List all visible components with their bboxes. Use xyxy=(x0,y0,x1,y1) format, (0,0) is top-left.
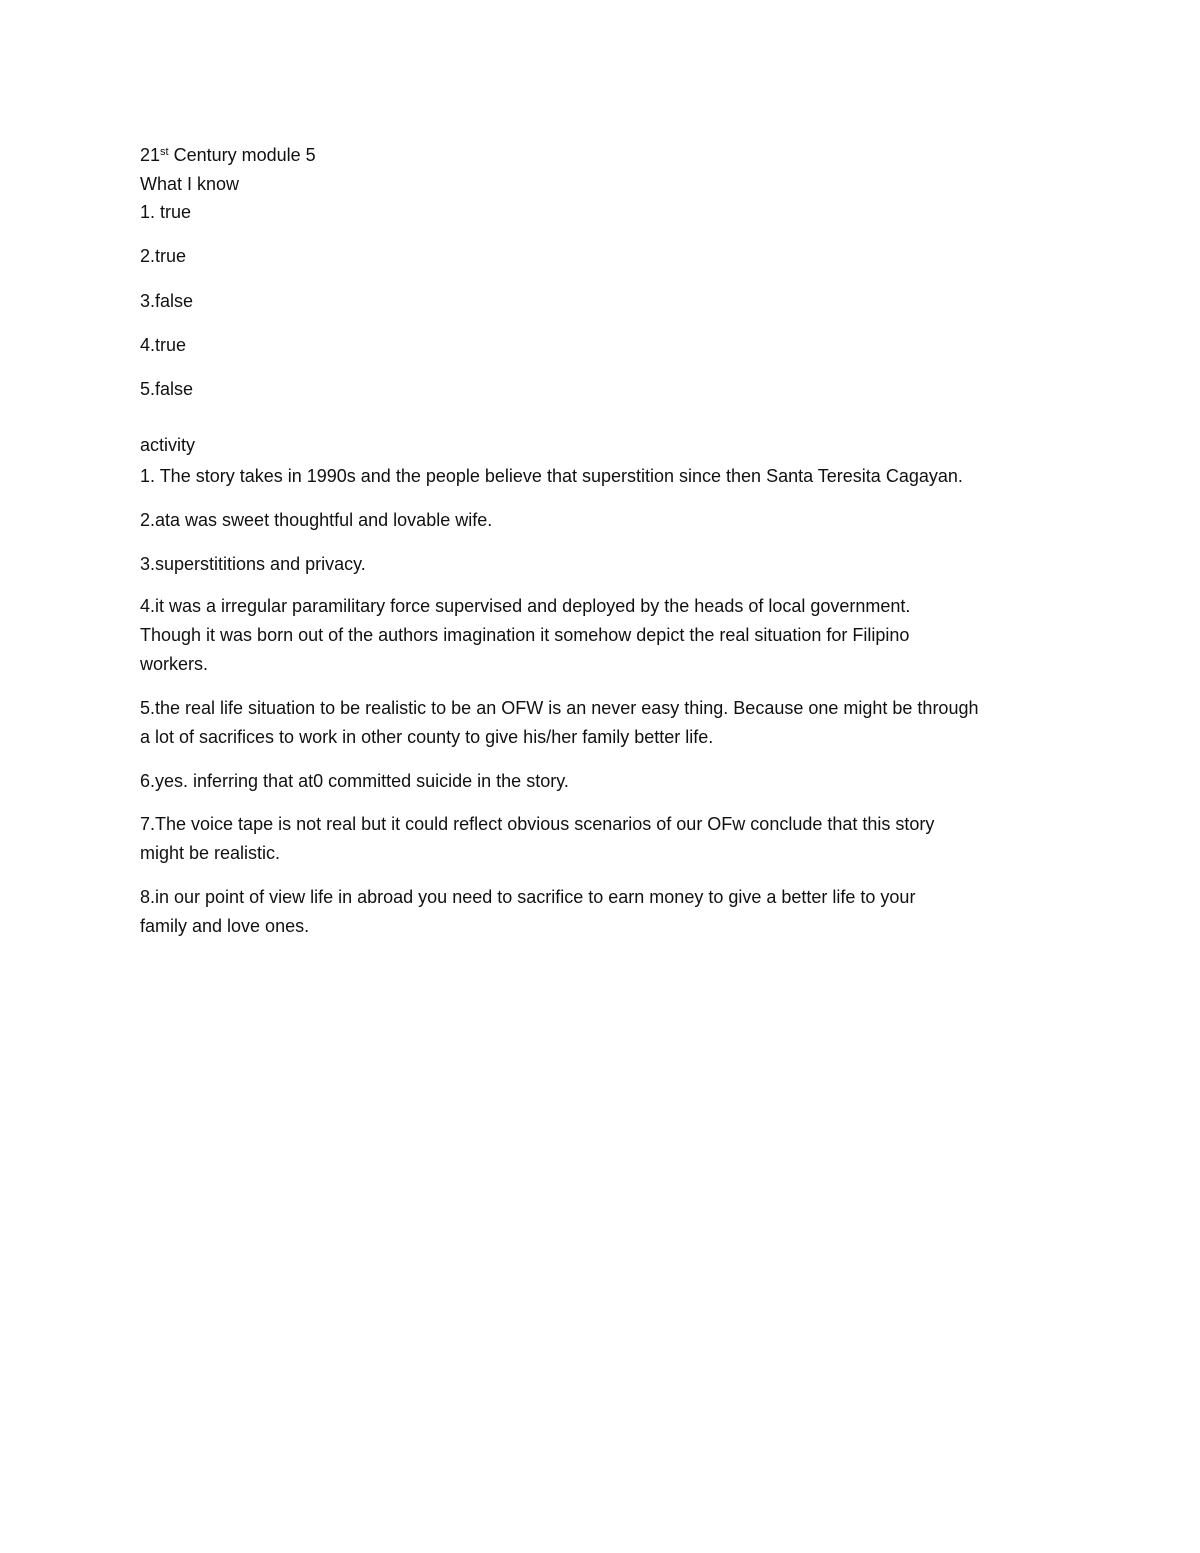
activity-item-continued: might be realistic. xyxy=(140,843,281,863)
activity-item: 1. The story takes in 1990s and the people believe that superstition since then Santa Teresita Cagayan. xyxy=(140,466,963,486)
activity-item: 8.in our point of view life in abroad you need to sacrifice to earn money to give a better life to your xyxy=(140,887,916,907)
activity-item: 6.yes. inferring that at0 committed suicide in the story. xyxy=(140,771,569,791)
answer-item: 2.true xyxy=(140,246,187,266)
activity-item-continued: a lot of sacrifices to work in other county to give his/her family better life. xyxy=(140,727,714,747)
answer-item: 4.true xyxy=(140,335,187,355)
activity-item-continued: Though it was born out of the authors imagination it somehow depict the real situation for Filipino xyxy=(140,625,910,645)
title-text: Century module 5 xyxy=(168,145,316,165)
what-i-know-heading: What I know xyxy=(140,174,240,194)
activity-heading: activity xyxy=(140,435,196,455)
answer-item: 3.false xyxy=(140,291,194,311)
title-superscript: st xyxy=(160,146,169,158)
activity-item-continued: workers. xyxy=(140,654,209,674)
activity-item: 3.superstititions and privacy. xyxy=(140,554,366,574)
activity-item-continued: family and love ones. xyxy=(140,916,310,936)
activity-item: 4.it was a irregular paramilitary force supervised and deployed by the heads of local government. xyxy=(140,596,911,616)
answer-item: 1. true xyxy=(140,202,192,222)
activity-item: 7.The voice tape is not real but it could reflect obvious scenarios of our OFw conclude that this story xyxy=(140,814,935,834)
answer-item: 5.false xyxy=(140,379,194,399)
title-number: 21 xyxy=(140,145,161,165)
activity-item: 5.the real life situation to be realistic to be an OFW is an never easy thing. Because one might be through xyxy=(140,698,979,718)
document-title xyxy=(140,144,316,166)
activity-item: 2.ata was sweet thoughtful and lovable wife. xyxy=(140,510,493,530)
